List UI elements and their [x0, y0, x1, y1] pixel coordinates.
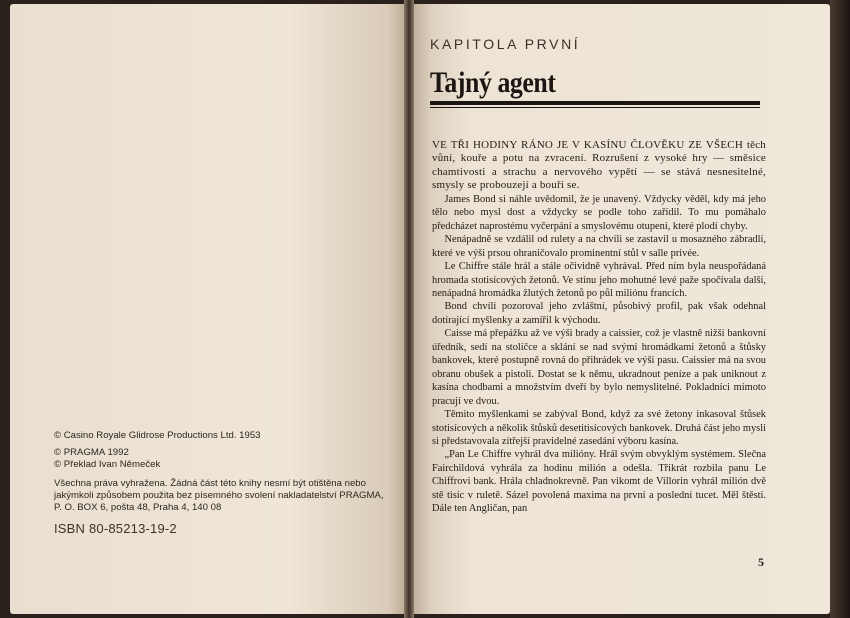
paragraph-4: Le Chiffre stále hrál a stále očividně vyhrával. Před ním byla neuspořádaná hromada stotisícových žetonů. Ve stínu jeho mohutné levé paže spočívala další, nenápadná hromádka žlutých žetonů po půl miliónu francích. — [432, 261, 766, 299]
title-rule-thick — [430, 101, 760, 105]
copyright-block — [54, 430, 389, 535]
book-edge — [830, 0, 850, 618]
chapter-body — [432, 139, 766, 516]
chapter-title: Tajný agent — [430, 66, 556, 99]
paragraph-3: Nenápadně se vzdálil od rulety a na chvíli se zastavil u mosazného zábradlí, které ve výši prsou ohraničovalo prominentní stůl v salle privée. — [432, 234, 766, 259]
paragraph-6: Caisse má přepážku až ve výši brady a caissier, což je vlastně nižší bankovní úředník, sedí na stoličce a sklání se nad svými hromádkami žetonů a štůsky bankovek, které postupně rovná do přihrádek ve výši pasu. Caissier má na svou obranu obušek a pistoli. Dostat se k němu, ukradnout peníze a pak uniknout z kasína chodbami a množstvím dveří by bylo nemyslitelné. Pokladníci mimoto pracují ve dvou. — [432, 328, 766, 407]
chapter-label: KAPITOLA PRVNÍ — [430, 36, 581, 52]
paragraph-2: James Bond si náhle uvědomil, že je unavený. Vždycky věděl, kdy má jeho tělo nebo mysl dost a vždycky se podle toho zařídil. To mu pomáhalo předcházet naprostému vyčerpání a smyslovému otupení, které plodí chyby. — [432, 193, 766, 232]
copyright-line-translation: © Překlad Ivan Němeček — [54, 459, 161, 471]
paragraph-7: Těmito myšlenkami se zabýval Bond, když za své žetony inkasoval štůsek stotisícových a několik štůsků desetitisícových bankovek. Druhá část jeho mysli si představovala zítřejší pravidelné zasedání výboru kasína. — [432, 409, 766, 447]
isbn: ISBN 80-85213-19-2 — [54, 521, 177, 537]
rights-notice: Všechna práva vyhražena. Žádná část této knihy nesmí být otištěna nebo jakýmkoli způsobem použita bez písemného svolení nakladatelství PRAGMA, P. O. BOX 6, pošta 48, Praha 4, 140 08 — [54, 477, 384, 514]
paragraph-5: Bond chvíli pozoroval jeho zvláštní, působivý profil, pak však odehnal dotírající myšlenky a zamířil k východu. — [432, 301, 766, 326]
title-rule-thin — [430, 107, 760, 108]
paragraph-1: VE TŘI HODINY RÁNO JE V KASÍNU ČLOVĚKU ZE VŠECH těch vůní, kouře a potu na zvracení. Rozrušení z vysoké hry — směsice chamtivosti a strachu a nervového vypětí — se stává nesnesitelné, smysly se probouzejí a bouří se. — [432, 139, 766, 192]
copyright-line-original: © Casino Royale Glidrose Productions Ltd. 1953 — [54, 430, 261, 441]
book-gutter — [404, 0, 414, 618]
paragraph-8: „Pan Le Chiffre vyhrál dva milióny. Hrál svým obvyklým systémem. Slečna Fairchildová vyhrála za hodinu milión a odešla. Třikrát rozbila panu Le Chiffrovi bank. Hrála chladnokrevně. Pan vikomt de Villorin vyhrál milión dvě stě tisíc v ruletě. Sázel povolená maxima na první a poslední tucet. Měl štěstí. Dále ten Angličan, pan — [432, 449, 766, 515]
copyright-line-publisher: © PRAGMA 1992 — [54, 447, 129, 459]
page-number: 5 — [758, 555, 764, 569]
